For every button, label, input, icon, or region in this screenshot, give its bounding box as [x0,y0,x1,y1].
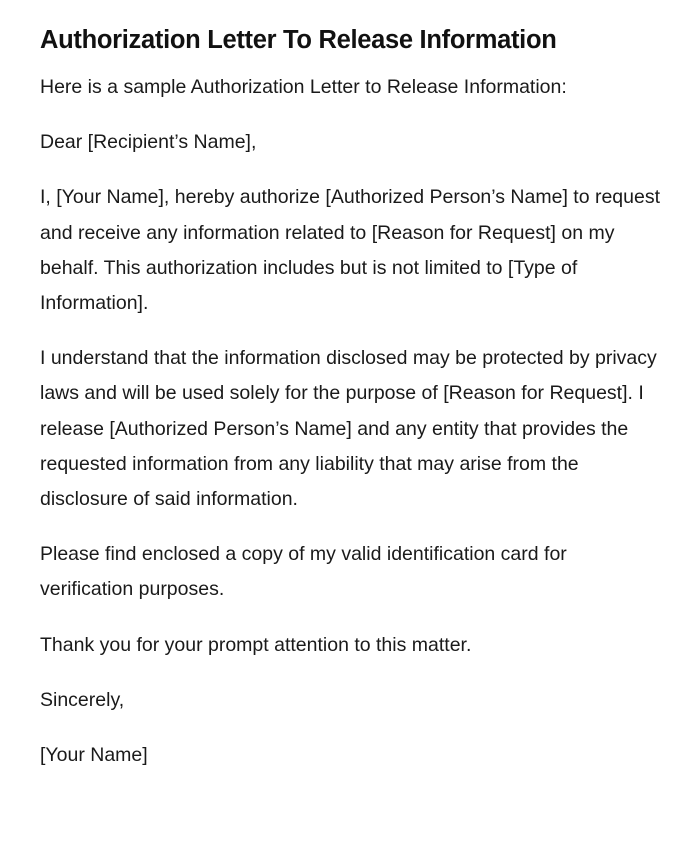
thank-you-paragraph: Thank you for your prompt attention to this matter. [40,633,472,656]
intro-paragraph: Here is a sample Authorization Letter to Release Information: [40,76,567,98]
signature-name: [Your Name] [40,744,148,767]
authorization-paragraph: I, [Your Name], hereby authorize [Authorized Person’s Name] to request and receive any information related to [Reason for Request] on my behalf. This authorization includes but is not limited to [Type of Information]. [40,186,661,315]
enclosure-paragraph: Please find enclosed a copy of my valid identification card for verification purposes. [40,543,567,601]
closing: Sincerely, [40,688,125,711]
salutation: Dear [Recipient’s Name], [40,131,257,154]
document-title: Authorization Letter To Release Information [40,26,557,54]
release-paragraph: I understand that the information disclosed may be protected by privacy laws and will be used solely for the purpose of [Reason for Request]. I release [Authorized Person’s Name] and any entity that provides the requested information from any liability that may arise from the disclosure of said information. [40,347,657,511]
